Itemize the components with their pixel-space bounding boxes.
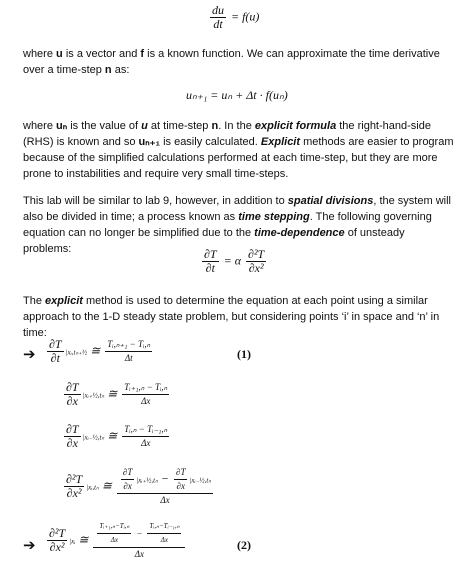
bold-term: uₙ (56, 120, 68, 132)
denominator: Δx (110, 536, 118, 544)
equals-alpha: = α (223, 253, 242, 268)
denominator: ∂x² (66, 486, 82, 500)
text: the right-hand-side (RHS) is known and so (23, 120, 431, 148)
bold-term: u (56, 48, 63, 60)
bold-term: uₙ₊₁ (138, 136, 161, 148)
bold-term: n (211, 120, 219, 132)
compound-numerator (117, 466, 213, 494)
emphasis: Explicit (260, 136, 301, 148)
fraction (47, 338, 64, 365)
numerator: ∂²T (49, 526, 66, 540)
approx-sign: ≅ (101, 478, 112, 493)
numerator: Tᵢ₊₁,ₙ − Tᵢ,ₙ (122, 381, 169, 395)
text: of unsteady problems: (23, 227, 405, 255)
fraction (47, 527, 67, 554)
denominator: ∂x (66, 394, 78, 408)
text: methods are easier to program because of the simplified calculations performed at each time-step, but they are more prone to instabilities and require very small time-steps. (23, 136, 454, 180)
fraction (210, 4, 226, 31)
numerator: ∂²T (248, 247, 265, 261)
compound-fraction (117, 466, 213, 507)
denominator: ∂x (66, 436, 78, 450)
fraction (122, 423, 169, 450)
fraction (147, 520, 181, 547)
denominator: Δt (124, 353, 133, 363)
denominator: ∂t (205, 261, 215, 275)
text: is the value of (67, 120, 142, 132)
bold-term: n (104, 64, 112, 76)
text: The (23, 295, 46, 307)
text: , the system will also be divided in time; a process known as (23, 195, 451, 223)
denominator: Δx (141, 396, 151, 406)
numerator: Tᵢ,ₙ − Tᵢ₋₁,ₙ (122, 423, 169, 437)
evaluation-point: |xᵢ₋½,tₙ (82, 433, 105, 442)
text: where (23, 48, 57, 60)
text: method is used to determine the equation at each point using a similar approach to the 1-D steady state problem, but considering points ‘i’ in space and ‘n’ in time: (23, 295, 440, 339)
compound-fraction (93, 520, 185, 561)
equation-1 (45, 338, 154, 365)
numerator: ∂T (66, 380, 79, 394)
fraction (105, 338, 152, 365)
minus-sign: − (136, 528, 143, 539)
emphasis: time stepping (238, 211, 310, 223)
equation-second-derivative (62, 466, 215, 507)
evaluation-point: |xᵢ₊½,tₙ (136, 476, 158, 485)
fraction (64, 381, 81, 408)
equation-number-2: (2) (237, 538, 251, 552)
numerator: du (212, 3, 224, 17)
numerator: Tᵢ₊₁,ₙ−Tᵢ,ₙ (97, 520, 131, 534)
emphasis: explicit (45, 295, 83, 307)
text: is easily calculated. (160, 136, 261, 148)
equation-rhs: = f(u) (231, 9, 260, 24)
text: is a known function. We can approximate the time derivative over a time-step (23, 48, 440, 76)
denominator: Δx (160, 536, 168, 544)
text: . The following governing equation can no longer be simplified due to the (23, 211, 432, 239)
numerator: ∂T (66, 422, 79, 436)
numerator: ∂T (174, 466, 187, 480)
denominator: ∂x² (248, 261, 264, 275)
text: . In the (218, 120, 255, 132)
fraction (202, 248, 219, 275)
paragraph-1 (23, 46, 455, 78)
text: where (23, 120, 57, 132)
approx-sign: ≅ (78, 532, 89, 547)
fraction (64, 423, 81, 450)
numerator: Tᵢ,ₙ₊₁ − Tᵢ,ₙ (105, 338, 152, 352)
equation-2 (45, 520, 187, 561)
text: This lab will be similar to lab 9, however, in addition to (23, 195, 288, 207)
text: at time-step (147, 120, 212, 132)
denominator: Δx (160, 495, 170, 505)
bold-term: f (140, 48, 145, 60)
approx-sign: ≅ (107, 386, 118, 401)
approx-sign: ≅ (90, 343, 101, 358)
denominator: ∂t (50, 351, 60, 365)
paragraph-4 (23, 293, 455, 341)
evaluation-point: |xᵢ (69, 537, 76, 546)
compound-numerator (93, 520, 185, 548)
governing-equation (200, 248, 268, 275)
numerator: ∂T (121, 466, 134, 480)
approx-sign: ≅ (107, 428, 118, 443)
fraction (97, 520, 131, 547)
numerator: ∂²T (66, 472, 83, 486)
arrow-icon: ➔ (23, 536, 36, 554)
fraction (246, 248, 266, 275)
arrow-icon: ➔ (23, 345, 36, 363)
denominator: Δx (141, 438, 151, 448)
fraction (64, 473, 84, 500)
denominator: ∂x (123, 481, 132, 491)
emphasis: explicit formula (254, 120, 337, 132)
equation-half-minus (62, 423, 171, 450)
text: as: (111, 64, 130, 76)
emphasis: spatial divisions (287, 195, 374, 207)
intro-equation (208, 4, 259, 31)
evaluation-point: |xᵢ₊½,tₙ (82, 391, 105, 400)
denominator: dt (213, 17, 223, 31)
evaluation-point: |xᵢ,tₙ (86, 483, 99, 492)
fraction (122, 381, 169, 408)
emphasis: time-dependence (254, 227, 345, 239)
minus-sign: − (160, 471, 170, 486)
denominator: ∂x (176, 481, 185, 491)
paragraph-2 (23, 118, 455, 182)
denominator: ∂x² (49, 540, 65, 554)
fraction (121, 466, 134, 493)
fraction (174, 466, 187, 493)
bold-term: u (141, 120, 148, 132)
denominator: Δx (134, 549, 145, 559)
equation-half-plus (62, 381, 171, 408)
numerator: Tᵢ,ₙ−Tᵢ₋₁,ₙ (147, 520, 181, 534)
evaluation-point: |xᵢ₋½,tₙ (189, 476, 212, 485)
numerator: ∂T (204, 247, 217, 261)
equation-number-1: (1) (237, 347, 251, 361)
text: is a vector and (62, 48, 141, 60)
numerator: ∂T (49, 337, 62, 351)
update-equation: uₙ₊₁ = uₙ + Δt · f(uₙ) (186, 88, 288, 102)
evaluation-point: |xᵢ,tₙ₊½ (65, 348, 88, 357)
